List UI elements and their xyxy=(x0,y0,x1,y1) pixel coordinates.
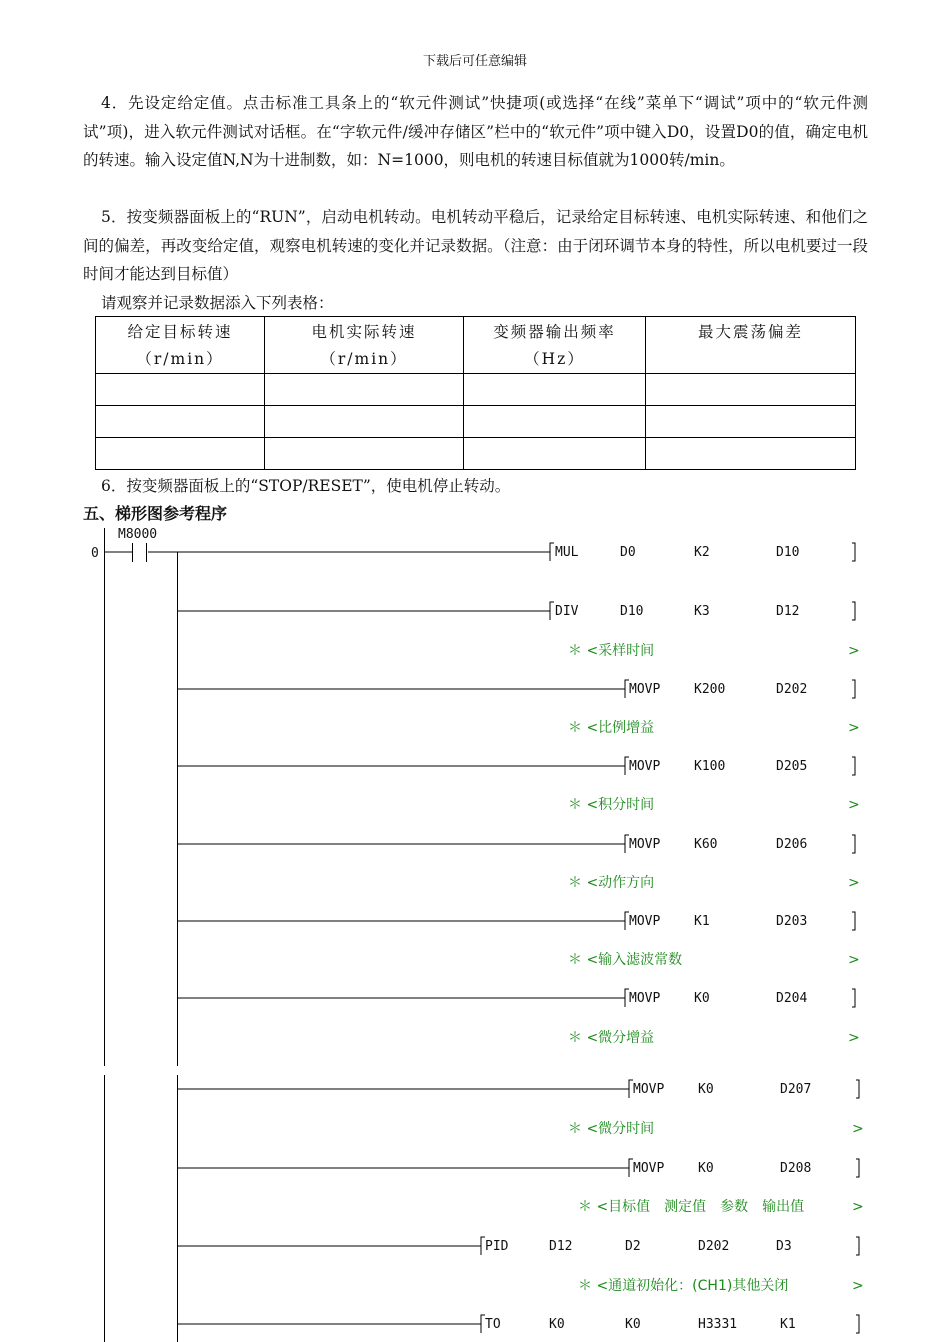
table-header-cell xyxy=(265,317,464,374)
section-title: 五、梯形图参考程序 xyxy=(83,504,228,523)
comment-arrow: > xyxy=(848,797,860,813)
instruction-operand: K0 xyxy=(694,991,710,1006)
comment-arrow: > xyxy=(852,1121,864,1137)
instruction-operand: D205 xyxy=(776,759,808,774)
contact-label: M8000 xyxy=(118,527,158,542)
comment-arrow: > xyxy=(848,643,860,659)
instruction-operand: D202 xyxy=(776,682,808,697)
instruction-operand: K200 xyxy=(694,682,726,697)
header-output-frequency: 变频器输出频率（Hz） xyxy=(493,323,616,368)
table-cell xyxy=(265,406,464,438)
instruction-operand: D10 xyxy=(620,604,644,619)
instruction-opcode: MOVP xyxy=(629,991,661,1006)
comment-text: ＊ <微分增益 xyxy=(568,1030,655,1046)
step-4-text: 4．先设定给定值。点击标准工具条上的“软元件测试”快捷项(或选择“在线”菜单下“调试”项中的“软元件测试”项)，进入软元件测试对话框。在“字软元件/缓冲存储区”栏中的“软元件”项中键入D0，设置D0的值，确定电机的转速。输入设定值N,N为十进制数，如：N=1000，则电机的转速目标值就为1000转/min。 xyxy=(83,94,868,169)
instruction-operand: K1 xyxy=(780,1317,796,1332)
table-cell xyxy=(464,438,646,470)
instruction-operand: D203 xyxy=(776,914,808,929)
table-cell xyxy=(646,374,856,406)
table-intro-text: 请观察并记录数据添入下列表格： xyxy=(101,294,334,312)
comment-arrow: > xyxy=(848,875,860,891)
instruction-close-bracket xyxy=(856,1080,859,1098)
step-6-paragraph xyxy=(83,472,868,501)
comment-arrow: > xyxy=(848,952,860,968)
instruction-close-bracket xyxy=(852,680,855,698)
instruction-close-bracket xyxy=(856,1237,859,1255)
table-cell xyxy=(96,438,265,470)
instruction-operand: K100 xyxy=(694,759,726,774)
instruction-operand: K0 xyxy=(698,1161,714,1176)
instruction-open-bracket xyxy=(550,602,554,620)
table-cell xyxy=(96,406,265,438)
table-cell xyxy=(646,438,856,470)
comment-text: ＊ <通道初始化：(CH1)其他关闭 xyxy=(578,1278,789,1294)
data-record-table xyxy=(95,316,856,470)
instruction-opcode: MOVP xyxy=(629,759,661,774)
instruction-close-bracket xyxy=(852,989,855,1007)
comment-text: ＊ <比例增益 xyxy=(568,720,655,736)
comment-text: ＊ <采样时间 xyxy=(568,643,655,659)
instruction-operand: K0 xyxy=(549,1317,565,1332)
ladder-diagram xyxy=(0,525,950,1342)
instruction-operand: D0 xyxy=(620,545,636,560)
instruction-operand: D207 xyxy=(780,1082,812,1097)
instruction-operand: D202 xyxy=(698,1239,730,1254)
instruction-operand: K0 xyxy=(625,1317,641,1332)
header-actual-speed: 电机实际转速（r/min） xyxy=(311,323,417,368)
comment-text: ＊ <微分时间 xyxy=(568,1121,655,1137)
table-row xyxy=(96,406,856,438)
comment-text: ＊ <输入滤波常数 xyxy=(568,952,683,968)
page-break-gap xyxy=(100,1066,870,1075)
comment-arrow: > xyxy=(852,1278,864,1294)
step-5-paragraph xyxy=(83,203,868,289)
instruction-operand: D206 xyxy=(776,837,808,852)
instruction-operand: D208 xyxy=(780,1161,812,1176)
instruction-opcode: MUL xyxy=(555,545,579,560)
comment-text: ＊ <积分时间 xyxy=(568,797,655,813)
step-6-text: 6．按变频器面板上的“STOP/RESET”，使电机停止转动。 xyxy=(101,477,511,495)
instruction-operand: D10 xyxy=(776,545,800,560)
table-header-cell xyxy=(464,317,646,374)
page-header: 下载后可任意编辑 xyxy=(422,54,527,69)
instruction-opcode: MOVP xyxy=(629,914,661,929)
instruction-operand: K0 xyxy=(698,1082,714,1097)
instruction-operand: K60 xyxy=(694,837,718,852)
instruction-close-bracket xyxy=(856,1159,859,1177)
header-max-deviation: 最大震荡偏差 xyxy=(697,323,803,341)
instruction-operand: D204 xyxy=(776,991,808,1006)
table-cell xyxy=(265,438,464,470)
table-cell xyxy=(646,406,856,438)
instruction-close-bracket xyxy=(852,757,855,775)
instruction-close-bracket xyxy=(852,543,855,561)
table-header-cell xyxy=(646,317,856,374)
instruction-operand: D12 xyxy=(549,1239,573,1254)
instruction-open-bracket xyxy=(550,543,554,561)
instruction-operand: K2 xyxy=(694,545,710,560)
comment-text: ＊ <目标值 测定值 参数 输出值 xyxy=(578,1199,805,1215)
comment-text: ＊ <动作方向 xyxy=(568,875,655,891)
instruction-opcode: DIV xyxy=(555,604,579,619)
instruction-operand: K1 xyxy=(694,914,710,929)
instruction-operand: D2 xyxy=(625,1239,641,1254)
instruction-operand: H3331 xyxy=(698,1317,738,1332)
instruction-close-bracket xyxy=(852,835,855,853)
table-cell xyxy=(265,374,464,406)
instruction-opcode: MOVP xyxy=(633,1161,665,1176)
comment-arrow: > xyxy=(848,1030,860,1046)
instruction-close-bracket xyxy=(852,602,855,620)
instruction-operand: D3 xyxy=(776,1239,792,1254)
instruction-opcode: TO xyxy=(485,1317,501,1332)
instruction-operand: K3 xyxy=(694,604,710,619)
instruction-operand: D12 xyxy=(776,604,800,619)
table-cell xyxy=(96,374,265,406)
table-header-cell xyxy=(96,317,265,374)
table-intro-paragraph xyxy=(83,289,868,318)
instruction-close-bracket xyxy=(856,1315,859,1333)
table-cell xyxy=(464,406,646,438)
instruction-opcode: PID xyxy=(485,1239,509,1254)
step-number: 0 xyxy=(91,546,99,561)
header-target-speed: 给定目标转速（r/min） xyxy=(127,323,233,368)
instruction-opcode: MOVP xyxy=(629,837,661,852)
comment-arrow: > xyxy=(852,1199,864,1215)
table-row xyxy=(96,374,856,406)
comment-arrow: > xyxy=(848,720,860,736)
step-4-paragraph xyxy=(83,89,868,175)
instruction-close-bracket xyxy=(852,912,855,930)
table-row xyxy=(96,438,856,470)
table-header-row xyxy=(96,317,856,374)
step-5-text: 5．按变频器面板上的“RUN”，启动电机转动。电机转动平稳后，记录给定目标转速、电机实际转速、和他们之间的偏差，再改变给定值，观察电机转速的变化并记录数据。（注意：由于闭环调节本身的特性，所以电机要过一段时间才能达到目标值） xyxy=(83,208,868,283)
table-cell xyxy=(464,374,646,406)
instruction-opcode: MOVP xyxy=(633,1082,665,1097)
instruction-opcode: MOVP xyxy=(629,682,661,697)
